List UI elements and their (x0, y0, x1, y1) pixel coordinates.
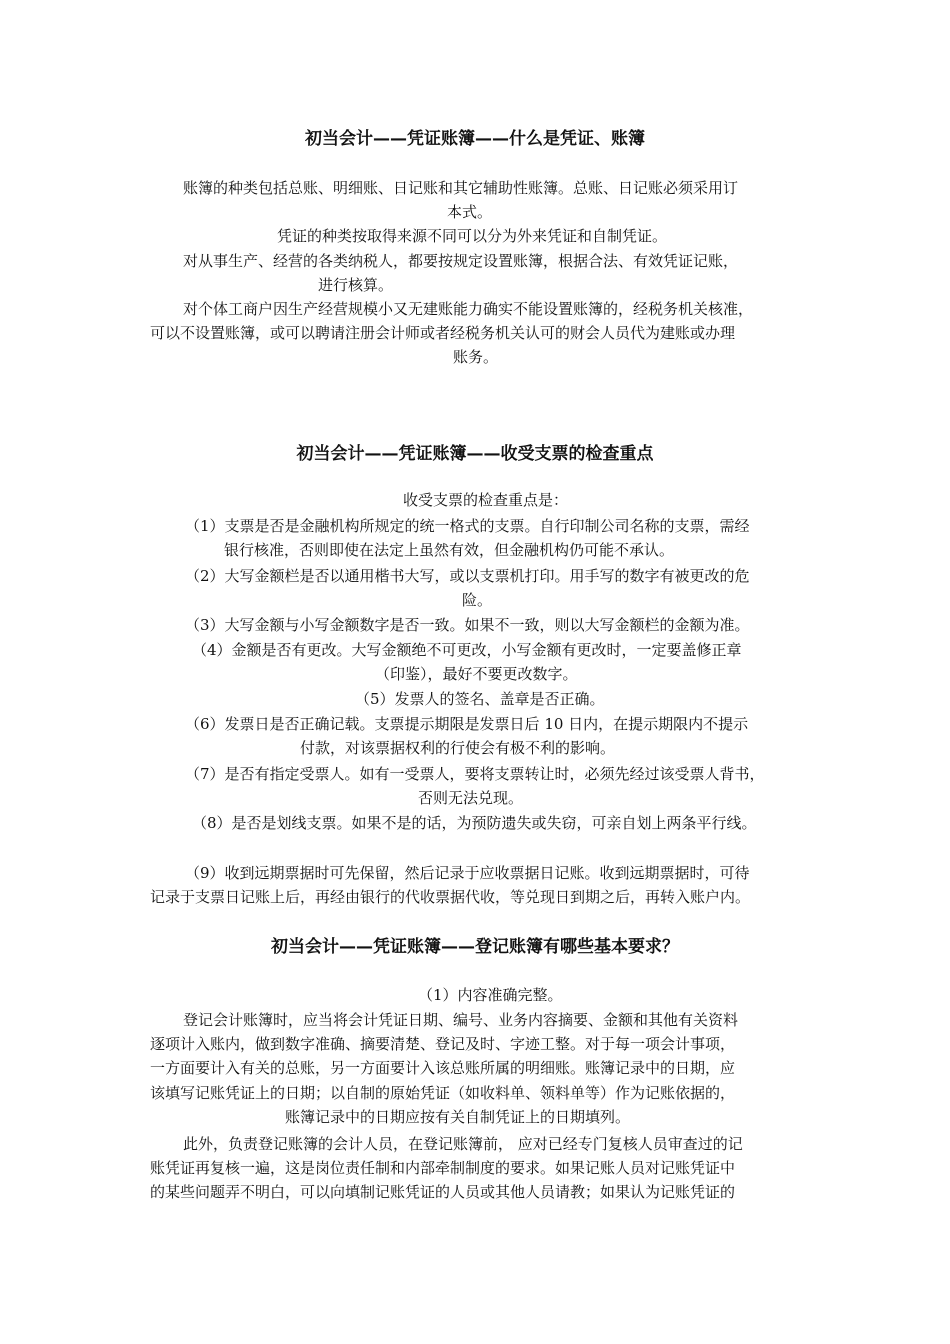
section-1-line-7: 可以不设置账簿，或可以聘请注册会计师或者经税务机关认可的财会人员代为建账或办理 (150, 324, 736, 342)
section-2-line-3: 银行核准，否则即使在法定上虽然有效，但金融机构仍可能不承认。 (224, 541, 675, 559)
section-3-line-7: 此外，负责登记账簿的会计人员，在登记账簿前， 应对已经专门复核人员审查过的记 (183, 1135, 743, 1153)
section-2-line-7: （4）金额是否有更改。大写金额绝不可更改，小写金额有更改时，一定要盖修正章 (192, 641, 742, 659)
section-2-line-16: 记录于支票日记账上后，再经由银行的代收票据代收，等兑现日到期之后，再转入账户内。 (150, 888, 751, 906)
section-2-line-11: 付款，对该票据权利的行使会有极不利的影响。 (300, 739, 616, 757)
section-2-title: 初当会计——凭证账簿——收受支票的检查重点 (296, 444, 654, 464)
section-1-line-6: 对个体工商户因生产经营规模小又无建账能力确实不能设置账簿的，经税务机关核准， (183, 300, 754, 318)
section-2-line-1: 收受支票的检查重点是： (403, 491, 569, 509)
section-3-line-9: 的某些问题弄不明白，可以向填制记账凭证的人员或其他人员请教；如果认为记账凭证的 (150, 1183, 736, 1201)
section-2-line-4: （2）大写金额栏是否以通用楷书大写，或以支票机打印。用手写的数字有被更改的危 (185, 567, 750, 585)
section-2-line-9: （5）发票人的签名、盖章是否正确。 (355, 690, 605, 708)
section-1-line-3: 凭证的种类按取得来源不同可以分为外来凭证和自制凭证。 (277, 227, 668, 245)
section-3-line-1: （1）内容准确完整。 (418, 986, 563, 1004)
section-3-line-3: 逐项计入账内，做到数字准确、摘要清楚、登记及时、字迹工整。对于每一项会计事项， (150, 1035, 736, 1053)
section-2-line-8: （印鉴），最好不要更改数字。 (375, 665, 578, 683)
section-3-line-4: 一方面要计入有关的总账，另一方面要计入该总账所属的明细账。账簿记录中的日期，应 (150, 1059, 736, 1077)
section-1-line-4: 对从事生产、经营的各类纳税人，都要按规定设置账簿，根据合法、有效凭证记账， (183, 252, 739, 270)
section-2-line-6: （3）大写金额与小写金额数字是否一致。如果不一致，则以大写金额栏的金额为准。 (185, 616, 750, 634)
section-2-line-15: （9）收到远期票据时可先保留，然后记录于应收票据日记账。收到远期票据时，可待 (185, 864, 750, 882)
section-2-line-5: 险。 (462, 591, 493, 609)
section-3-line-8: 账凭证再复核一遍，这是岗位责任制和内部牵制制度的要求。如果记账人员对记账凭证中 (150, 1159, 736, 1177)
section-2-line-14: （8）是否是划线支票。如果不是的话，为预防遗失或失窃，可亲自划上两条平行线。 (192, 814, 757, 832)
section-1-line-8: 账务。 (453, 348, 499, 366)
section-3-line-2: 登记会计账簿时，应当将会计凭证日期、编号、业务内容摘要、金额和其他有关资料 (183, 1011, 739, 1029)
section-1-line-5: 进行核算。 (318, 276, 394, 294)
section-1-line-1: 账簿的种类包括总账、明细账、日记账和其它辅助性账簿。总账、日记账必须采用订 (183, 179, 739, 197)
section-2-line-2: （1）支票是否是金融机构所规定的统一格式的支票。自行印制公司名称的支票，需经 (185, 517, 750, 535)
section-2-line-13: 否则无法兑现。 (418, 789, 524, 807)
section-3-title: 初当会计——凭证账簿——登记账簿有哪些基本要求？ (271, 937, 679, 957)
section-3-line-6: 账簿记录中的日期应按有关自制凭证上的日期填列。 (285, 1108, 631, 1126)
section-3-line-5: 该填写记账凭证上的日期；以自制的原始凭证（如收料单、领料单等）作为记账依据的， (150, 1084, 736, 1102)
section-2-line-12: （7）是否有指定受票人。如有一受票人，要将支票转让时，必须先经过该受票人背书， (185, 765, 765, 783)
section-2-line-10: （6）发票日是否正确记载。支票提示期限是发票日后 10 日内，在提示期限内不提示 (185, 715, 749, 733)
section-1-title: 初当会计——凭证账簿——什么是凭证、账簿 (305, 129, 645, 149)
section-1-line-2: 本式。 (447, 203, 493, 221)
